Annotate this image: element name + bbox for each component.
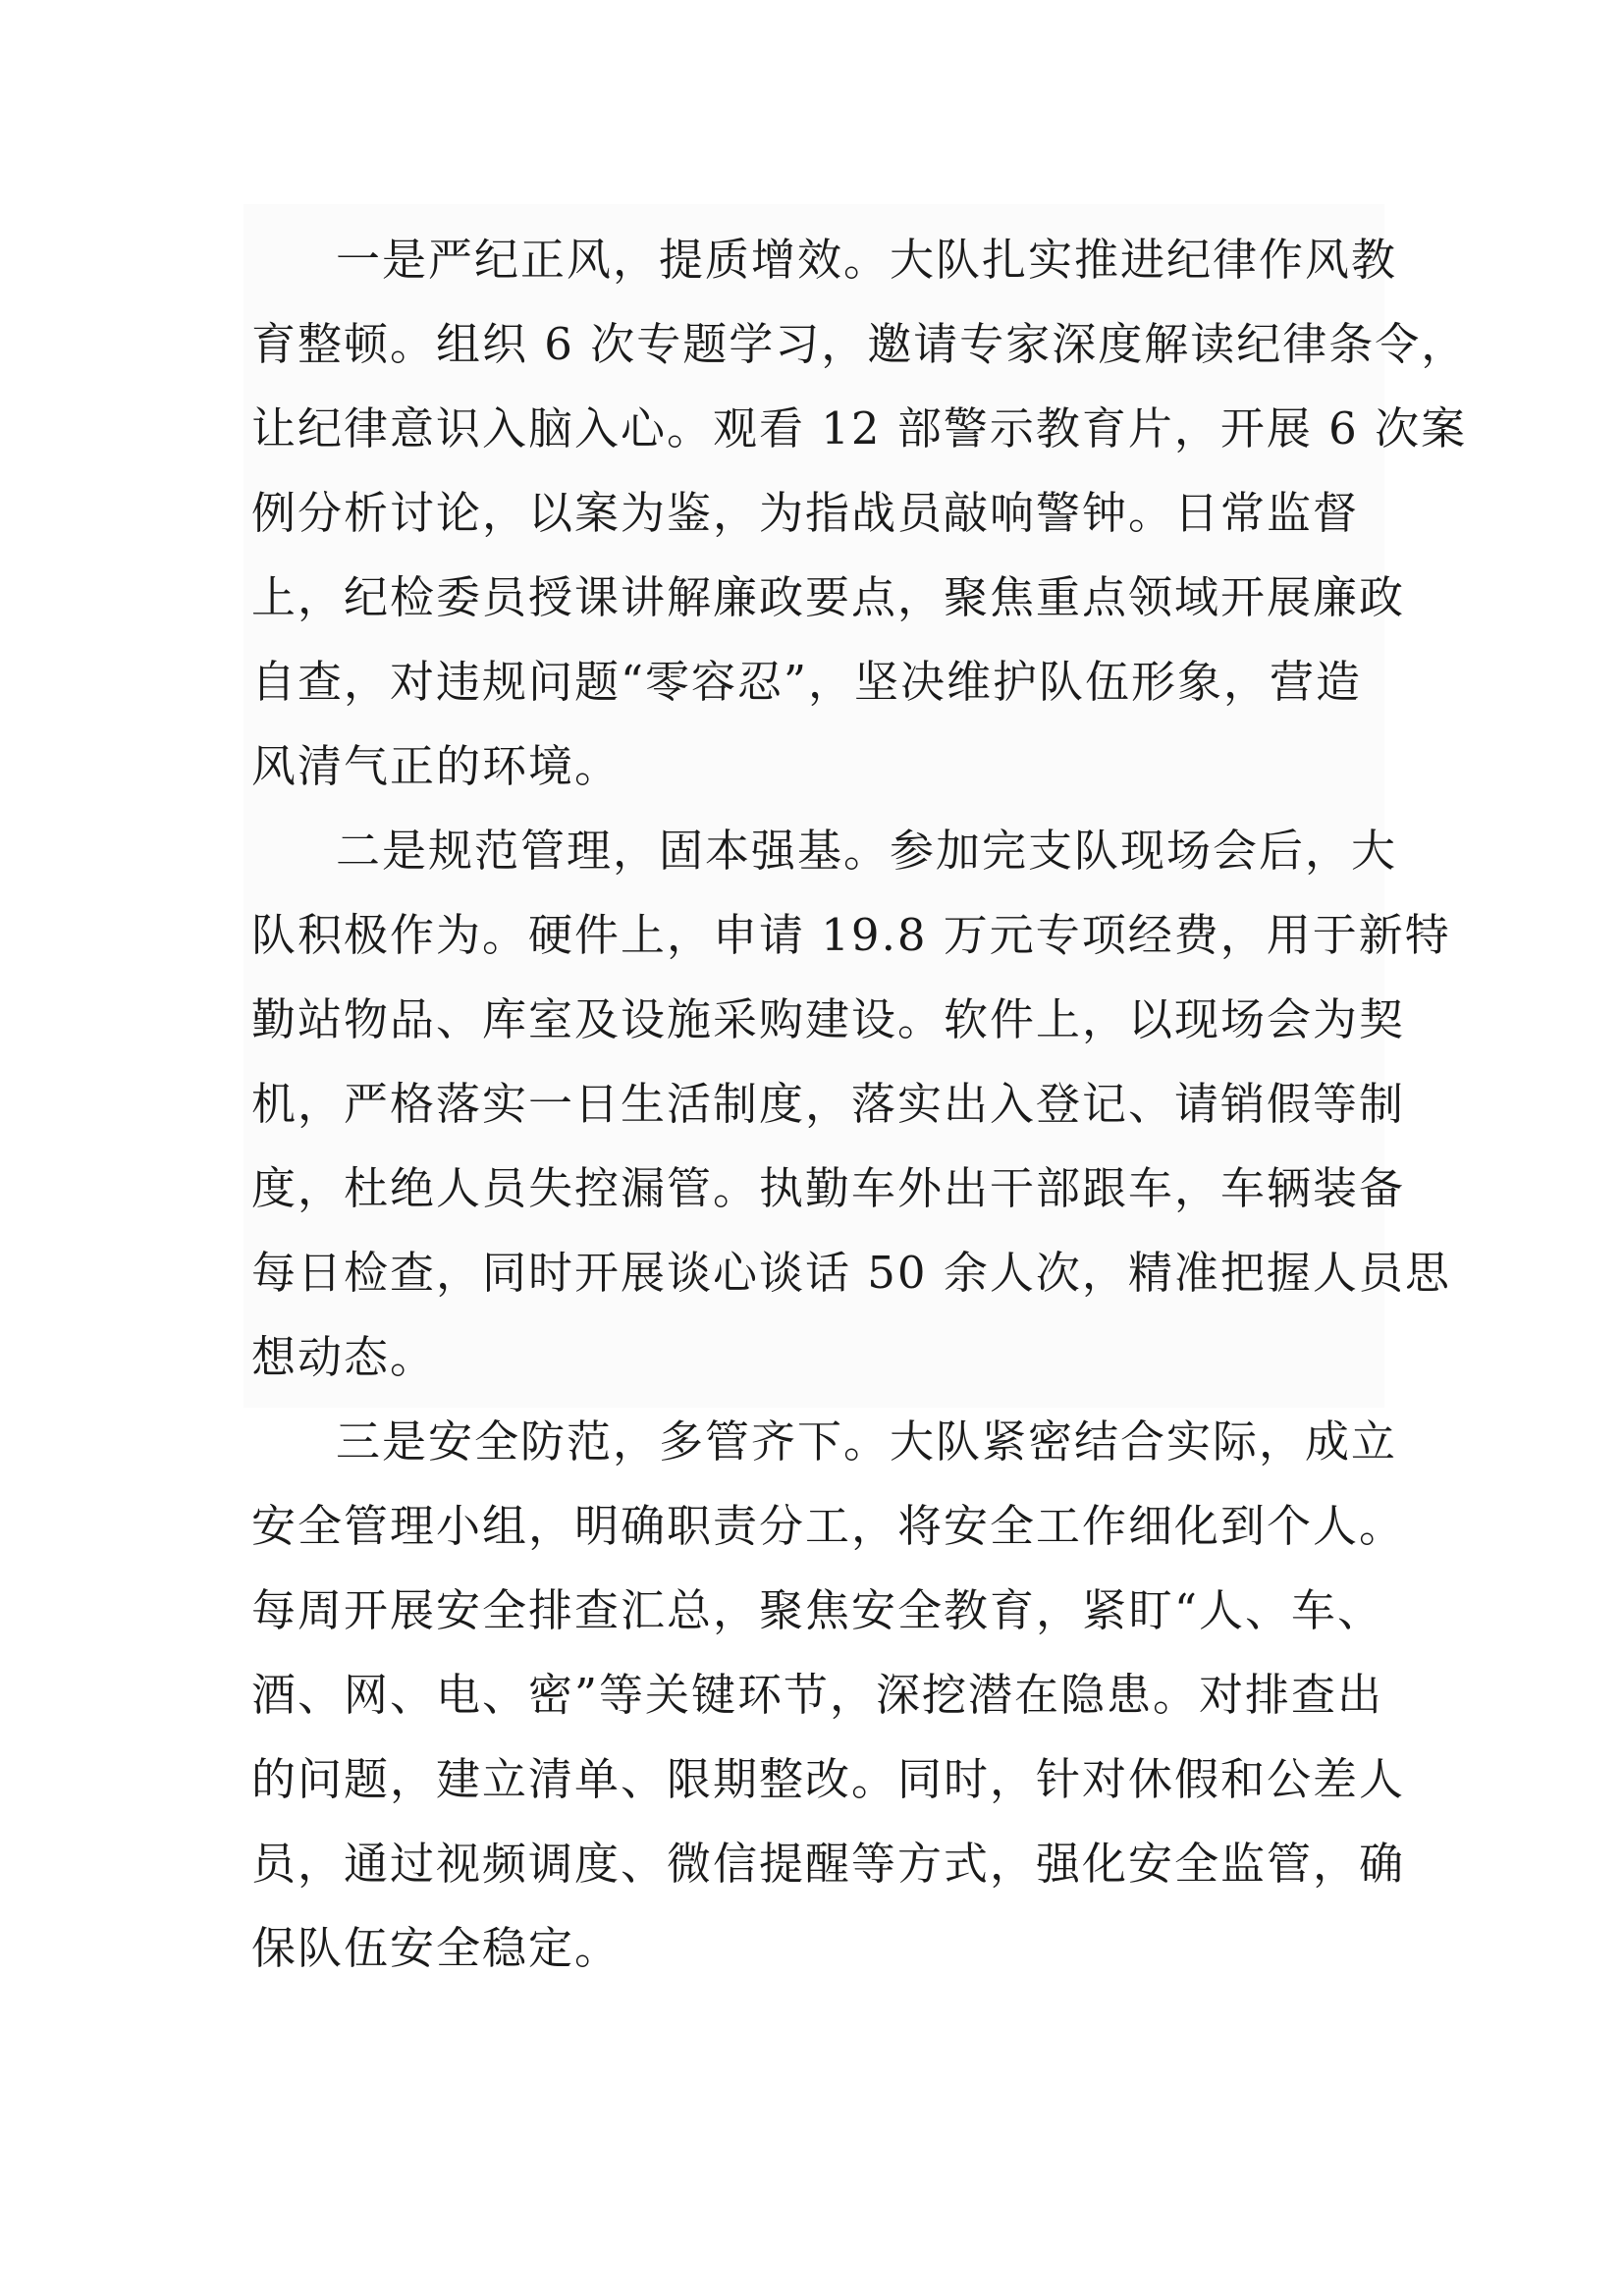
paragraph-line: 一是严纪正风，提质增效。大队扎实推进纪律作风教 — [336, 234, 1398, 286]
paragraph-line: 三是安全防范，多管齐下。大队紧密结合实际，成立 — [336, 1415, 1398, 1468]
paragraph-line: 自查，对违规问题“零容忍”，坚决维护队伍形象，营造 — [251, 656, 1363, 708]
paragraph-line: 每日检查，同时开展谈心谈话 50 余人次，精准把握人员思 — [251, 1247, 1451, 1299]
paragraph-line: 上，纪检委员授课讲解廉政要点，聚焦重点领域开展廉政 — [251, 571, 1406, 623]
paragraph-line: 让纪律意识入脑入心。观看 12 部警示教育片，开展 6 次案 — [251, 402, 1468, 454]
paragraph-line: 每周开展安全排查汇总，聚焦安全教育，紧盯“人、车、 — [251, 1584, 1384, 1636]
paragraph-line: 机，严格落实一日生活制度，落实出入登记、请销假等制 — [251, 1078, 1406, 1130]
paragraph-line: 育整顿。组织 6 次专题学习，邀请专家深度解读纪律条令， — [251, 318, 1468, 370]
paragraph-line: 酒、网、电、密”等关键环节，深挖潜在隐患。对排查出 — [251, 1669, 1384, 1721]
paragraph-line: 保队伍安全稳定。 — [251, 1922, 622, 1974]
paragraph-line: 安全管理小组，明确职责分工，将安全工作细化到个人。 — [251, 1500, 1406, 1552]
paragraph-line: 风清气正的环境。 — [251, 740, 622, 792]
paragraph-line: 员，通过视频调度、微信提醒等方式，强化安全监管，确 — [251, 1838, 1406, 1890]
paragraph-line: 例分析讨论，以案为鉴，为指战员敲响警钟。日常监督 — [251, 487, 1360, 539]
paragraph-line: 二是规范管理，固本强基。参加完支队现场会后，大 — [336, 825, 1398, 877]
paragraph-line: 勤站物品、库室及设施采购建设。软件上，以现场会为契 — [251, 993, 1406, 1045]
paragraph-line: 度，杜绝人员失控漏管。执勤车外出干部跟车，车辆装备 — [251, 1162, 1406, 1214]
paragraph-line: 的问题，建立清单、限期整改。同时，针对休假和公差人 — [251, 1753, 1406, 1805]
paragraph-line: 队积极作为。硬件上，申请 19.8 万元专项经费，用于新特 — [251, 909, 1451, 961]
highlight-background — [243, 204, 1384, 1408]
paragraph-line: 想动态。 — [251, 1331, 437, 1383]
